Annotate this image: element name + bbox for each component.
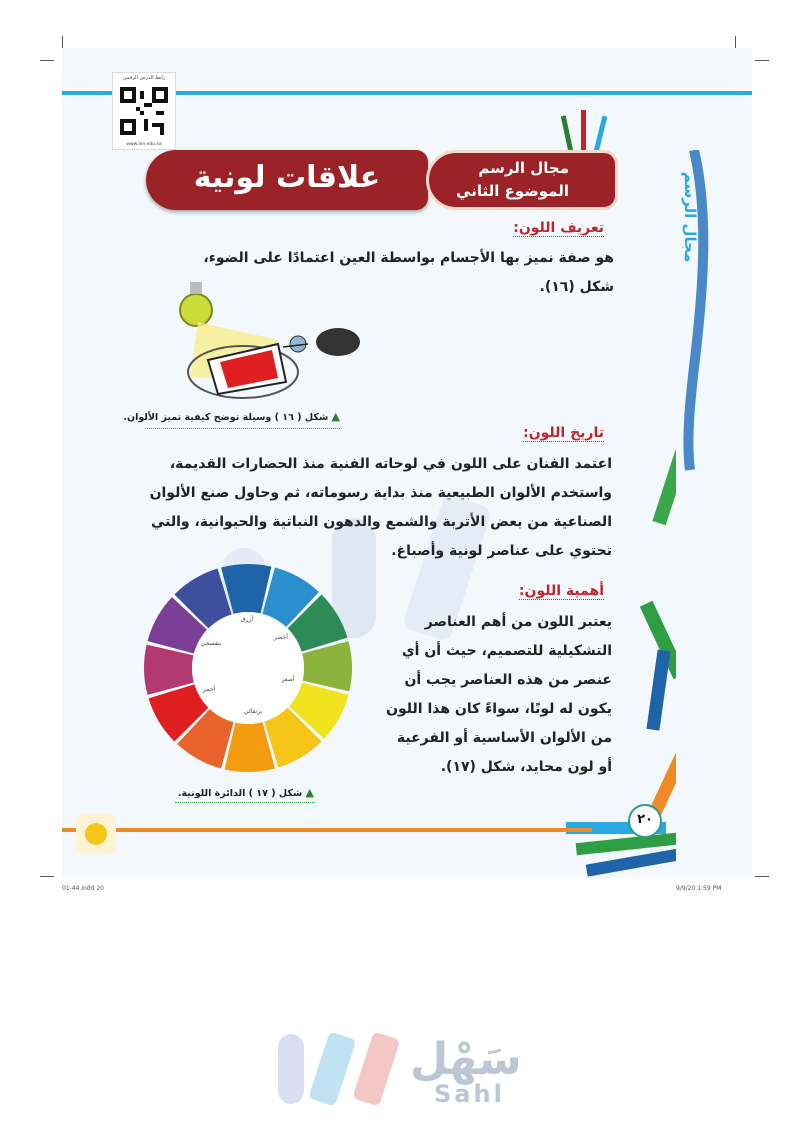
crop-mark: [40, 60, 54, 61]
wheel-label-violet: بنفسجي: [200, 640, 222, 647]
triangle-icon: ▲: [305, 786, 314, 799]
caption-rule: [175, 802, 315, 804]
figure-17-caption-text: شكل ( ١٧ ) الدائرة اللونية.: [177, 788, 303, 799]
figure-16-caption: [123, 410, 340, 423]
sahl-logo-icon: [76, 814, 116, 854]
watermark-arabic: سَهْل: [410, 1034, 522, 1085]
wheel-label-orange: برتقالي: [243, 708, 263, 715]
date-slug: 9/9/20 1:59 PM: [676, 885, 722, 892]
caption-rule: [145, 428, 340, 430]
qr-url: www.ien.edu.sa: [126, 142, 162, 147]
qr-label: رابط الدرس الرقمي: [122, 75, 166, 81]
sahl-watermark-logo: [278, 1030, 408, 1110]
figure-17-caption: [178, 786, 314, 799]
color-perception-illustration: [168, 282, 368, 402]
topic-number: الموضوع الثاني: [456, 182, 569, 200]
definition-text: هو صفة نميز بها الأجسام بواسطة العين اعتمادًا على الضوء، شكل (١٦).: [203, 250, 614, 295]
qr-code[interactable]: [112, 72, 176, 150]
watermark-latin: Sahl: [434, 1080, 505, 1108]
history-heading: تاريخ اللون:: [523, 425, 604, 441]
triangle-icon: ▲: [331, 410, 340, 423]
lesson-title-banner: [146, 150, 428, 210]
qr-code-icon: [120, 87, 168, 135]
field-banner: [426, 150, 618, 210]
page-number: ٢٠: [628, 804, 662, 838]
color-wheel: [143, 563, 353, 773]
side-label-box: [668, 160, 708, 280]
bottom-rule: [62, 828, 592, 832]
crop-mark: [755, 60, 769, 61]
figure-16-caption-text: شكل ( ١٦ ) وسيلة توضح كيفية تميز الألوان.: [123, 412, 329, 423]
importance-heading: أهمية اللون:: [518, 583, 604, 599]
history-text: اعتمد الفنان على اللون في لوحاته الفنية منذ الحضارات القديمة، واستخدم الألوان الطبيعية منذ بداية رسوماته، ثم وحاول صنع الألوان الصناعية من بعض الأتربة والشمع والدهون النباتية والحيوانية، والتي تحتوي على عناصر لونية وأصباغ.: [149, 456, 612, 559]
wheel-label-red: أحمر: [202, 686, 216, 693]
importance-text: يعتبر اللون من أهم العناصر التشكيلية للتصميم، حيث أن أي عنصر من هذه العناصر يجب أن يكون له لونًا، سواءً كان هذا اللون من الألوان الأساسية أو الفرعية أو لون محايد، شكل (١٧).: [386, 614, 612, 775]
field-name: مجال الرسم: [478, 159, 569, 177]
crop-mark: [40, 876, 54, 877]
side-label: مجال الرسم: [681, 171, 699, 263]
lesson-title: علاقات لونية: [193, 160, 381, 195]
file-slug: 01-44.indd 20: [62, 885, 104, 892]
definition-heading: تعريف اللون:: [513, 220, 604, 236]
wheel-label-blue: أزرق: [240, 616, 254, 623]
wheel-label-yellow: أصفر: [281, 676, 295, 683]
crop-mark: [755, 876, 769, 877]
wheel-label-green: أخضر: [274, 634, 288, 641]
